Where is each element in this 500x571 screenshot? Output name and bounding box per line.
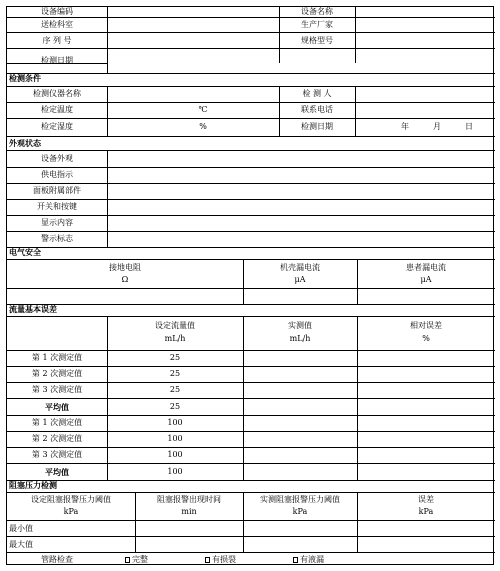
flow-row-value: 25 <box>169 402 181 411</box>
inspection-form <box>6 6 494 565</box>
case-leakage-unit: μA <box>294 275 306 284</box>
maker-label: 生产厂家 <box>301 20 333 29</box>
inspect-date-label: 检测日期 <box>41 56 73 65</box>
flow-row-label: 第 1 次测定值 <box>31 418 83 427</box>
appearance-item: 面板附属部件 <box>33 186 81 195</box>
device-name-label: 设备名称 <box>301 7 333 16</box>
patient-leakage-header: 患者漏电流 <box>406 263 446 272</box>
phone-label: 联系电话 <box>301 105 333 114</box>
flow-error-header: 相对误差 <box>410 321 442 330</box>
occlusion-time-unit: min <box>181 507 197 516</box>
tubing-option-intact[interactable] <box>125 555 148 565</box>
serial-label: 序 列 号 <box>42 36 72 45</box>
tubing-option-leak[interactable] <box>293 555 324 565</box>
tubing-option-damaged[interactable] <box>205 555 236 565</box>
checkbox-icon[interactable] <box>293 557 298 563</box>
flow-row-label: 第 2 次测定值 <box>31 369 83 378</box>
flow-row-value: 100 <box>167 467 183 476</box>
flow-value-header: 设定流量值 <box>155 321 195 330</box>
inspector-label: 检 测 人 <box>302 89 332 98</box>
case-leakage-header: 机壳漏电流 <box>280 263 320 272</box>
occlusion-time-header: 阻塞报警出现时间 <box>157 495 221 504</box>
flow-actual-unit: mL/h <box>289 334 311 343</box>
appearance-item: 供电指示 <box>41 170 73 179</box>
occlusion-error-header: 误差 <box>418 495 434 504</box>
conditions-title: 检测条件 <box>9 74 41 83</box>
flow-row-label: 第 3 次测定值 <box>31 450 83 459</box>
temp-unit: ℃ <box>198 105 208 114</box>
flow-actual-header: 实测值 <box>288 321 312 330</box>
flow-error-unit: % <box>422 334 430 343</box>
ground-resistance-header: 接地电阻 <box>109 263 141 272</box>
flow-row-label: 平均值 <box>45 402 69 412</box>
humidity-unit: % <box>199 122 207 131</box>
flow-row-value: 100 <box>167 450 183 459</box>
flow-row-label: 第 1 次测定值 <box>31 353 83 362</box>
occlusion-threshold-header: 设定阻塞报警压力阈值 <box>31 495 111 504</box>
flow-row-value: 25 <box>169 385 181 394</box>
flow-row-label: 第 3 次测定值 <box>31 385 83 394</box>
month-label: 月 <box>433 122 441 131</box>
appearance-item: 设备外观 <box>41 154 73 163</box>
occlusion-error-unit: kPa <box>418 507 434 516</box>
flow-row-label: 第 2 次测定值 <box>31 434 83 443</box>
option-label: 有液漏 <box>300 555 324 564</box>
year-label: 年 <box>401 122 409 131</box>
device-code-label: 设备编码 <box>41 7 73 16</box>
occlusion-min-label: 最小值 <box>9 524 33 533</box>
electrical-title: 电气安全 <box>9 248 41 257</box>
option-label: 有损裂 <box>212 555 236 564</box>
checkbox-icon[interactable] <box>125 557 130 563</box>
instrument-label: 检测仪器名称 <box>33 89 81 98</box>
checkbox-icon[interactable] <box>205 557 210 563</box>
model-label: 规格型号 <box>301 36 333 45</box>
flow-row-value: 25 <box>169 369 181 378</box>
dept-label: 送检科室 <box>41 20 73 29</box>
day-label: 日 <box>465 122 473 131</box>
appearance-item: 显示内容 <box>41 218 73 227</box>
ground-resistance-unit: Ω <box>121 275 129 284</box>
flow-row-value: 100 <box>167 418 183 427</box>
occlusion-max-label: 最大值 <box>9 540 33 549</box>
flow-row-value: 100 <box>167 434 183 443</box>
patient-leakage-unit: μA <box>420 275 432 284</box>
flow-row-label: 平均值 <box>45 467 69 477</box>
flow-title: 流量基本误差 <box>9 305 57 314</box>
appearance-item: 警示标志 <box>41 234 73 243</box>
occlusion-actual-unit: kPa <box>292 507 308 516</box>
flow-row-value: 25 <box>169 353 181 362</box>
appearance-item: 开关和按键 <box>37 202 77 211</box>
occlusion-title: 阻塞压力检测 <box>9 481 57 490</box>
calib-date-label: 检测日期 <box>301 122 333 131</box>
tubing-check-label: 管路检查 <box>41 555 73 564</box>
appearance-title: 外观状态 <box>9 139 41 148</box>
temp-label: 检定温度 <box>41 105 73 114</box>
occlusion-actual-header: 实测阻塞报警压力阈值 <box>260 495 340 504</box>
occlusion-threshold-unit: kPa <box>63 507 79 516</box>
flow-value-unit: mL/h <box>164 334 186 343</box>
option-label: 完整 <box>132 555 148 564</box>
humidity-label: 检定湿度 <box>41 122 73 131</box>
